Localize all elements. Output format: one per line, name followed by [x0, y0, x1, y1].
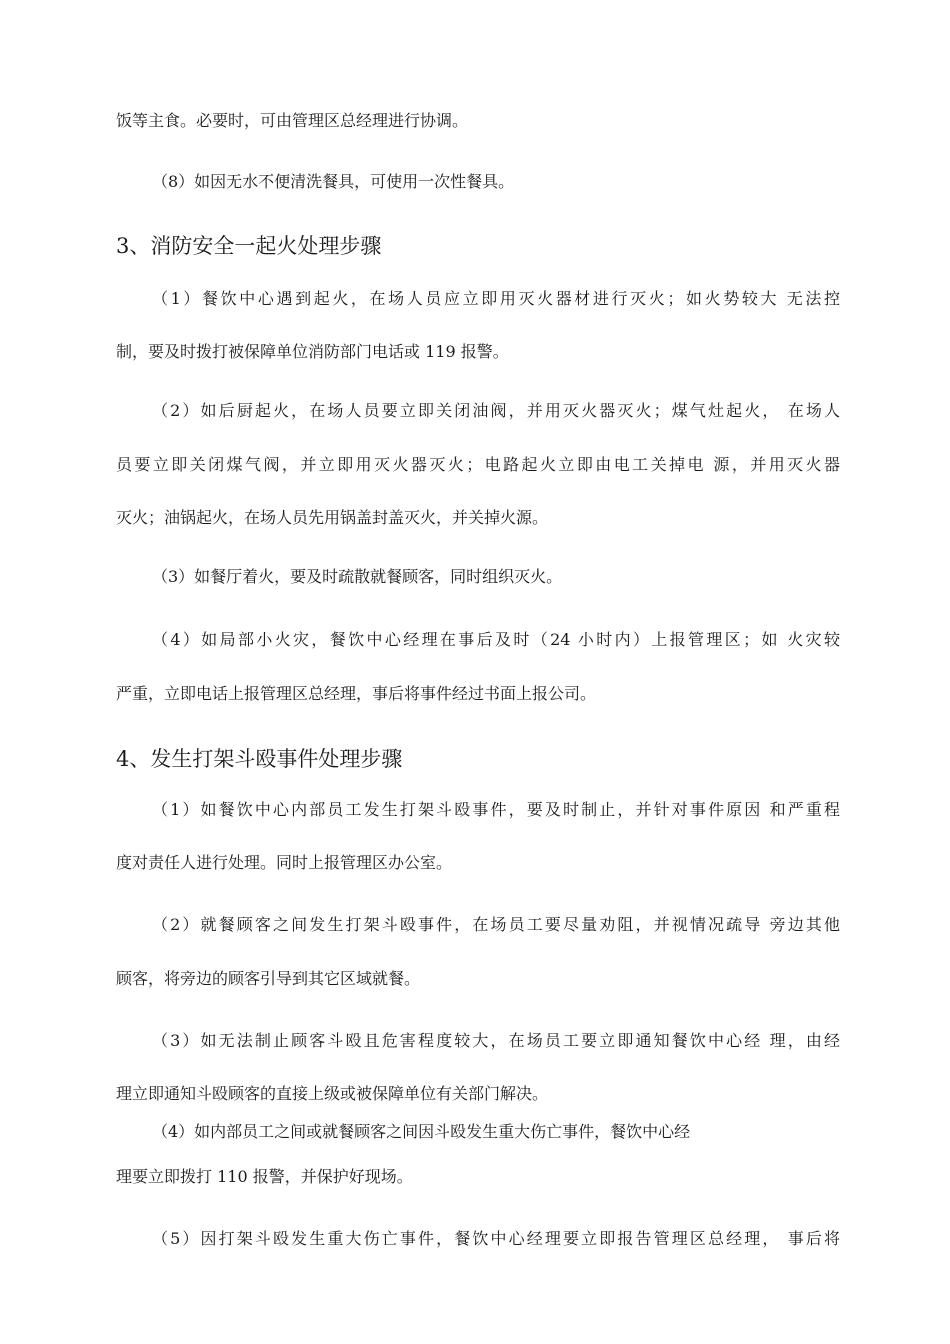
- paragraph-line: （3）如餐厅着火，要及时疏散就餐顾客，同时组织灭火。: [152, 567, 563, 586]
- paragraph-line: （4）如局部小火灾，餐饮中心经理在事后及时（24 小时内）上报管理区；如 火灾较: [152, 630, 840, 649]
- paragraph-line: 理立即通知斗殴顾客的直接上级或被保障单位有关部门解决。: [116, 1084, 549, 1103]
- paragraph-line: （4）如内部员工之间或就餐顾客之间因斗殴发生重大伤亡事件，餐饮中心经: [152, 1122, 691, 1141]
- paragraph-line: （1）餐饮中心遇到起火，在场人员应立即用灭火器材进行灭火；如火势较大 无法控: [152, 289, 840, 308]
- paragraph-line: 灭火；油锅起火，在场人员先用锅盖封盖灭火，并关掉火源。: [116, 508, 549, 527]
- paragraph-line: （1）如餐饮中心内部员工发生打架斗殴事件，要及时制止，并针对事件原因 和严重程: [152, 800, 840, 819]
- paragraph-line: （8）如因无水不便清洗餐具，可使用一次性餐具。: [152, 172, 515, 191]
- section-heading: 4、发生打架斗殴事件处理步骤: [116, 747, 403, 771]
- paragraph-line: 顾客，将旁边的顾客引导到其它区域就餐。: [116, 969, 421, 988]
- paragraph-line: （5）因打架斗殴发生重大伤亡事件，餐饮中心经理要立即报告管理区总经理， 事后将: [152, 1229, 840, 1248]
- paragraph-line: 制，要及时拨打被保障单位消防部门电话或 119 报警。: [116, 342, 509, 361]
- paragraph-line: 员要立即关闭煤气阀，并立即用灭火器灭火；电路起火立即由电工关掉电 源，并用灭火器: [116, 455, 840, 474]
- paragraph-line: 饭等主食。必要时，可由管理区总经理进行协调。: [116, 111, 469, 130]
- paragraph-line: （2）如后厨起火，在场人员要立即关闭油阀，并用灭火器灭火；煤气灶起火， 在场人: [152, 401, 840, 420]
- section-heading: 3、消防安全一起火处理步骤: [116, 234, 382, 258]
- paragraph-line: 理要立即拨打 110 报警，并保护好现场。: [116, 1167, 413, 1186]
- paragraph-line: （3）如无法制止顾客斗殴且危害程度较大，在场员工要立即通知餐饮中心经 理，由经: [152, 1031, 840, 1050]
- paragraph-line: 严重，立即电话上报管理区总经理，事后将事件经过书面上报公司。: [116, 684, 597, 703]
- paragraph-line: 度对责任人进行处理。同时上报管理区办公室。: [116, 853, 453, 872]
- paragraph-line: （2）就餐顾客之间发生打架斗殴事件，在场员工要尽量劝阻，并视情况疏导 旁边其他: [152, 915, 840, 934]
